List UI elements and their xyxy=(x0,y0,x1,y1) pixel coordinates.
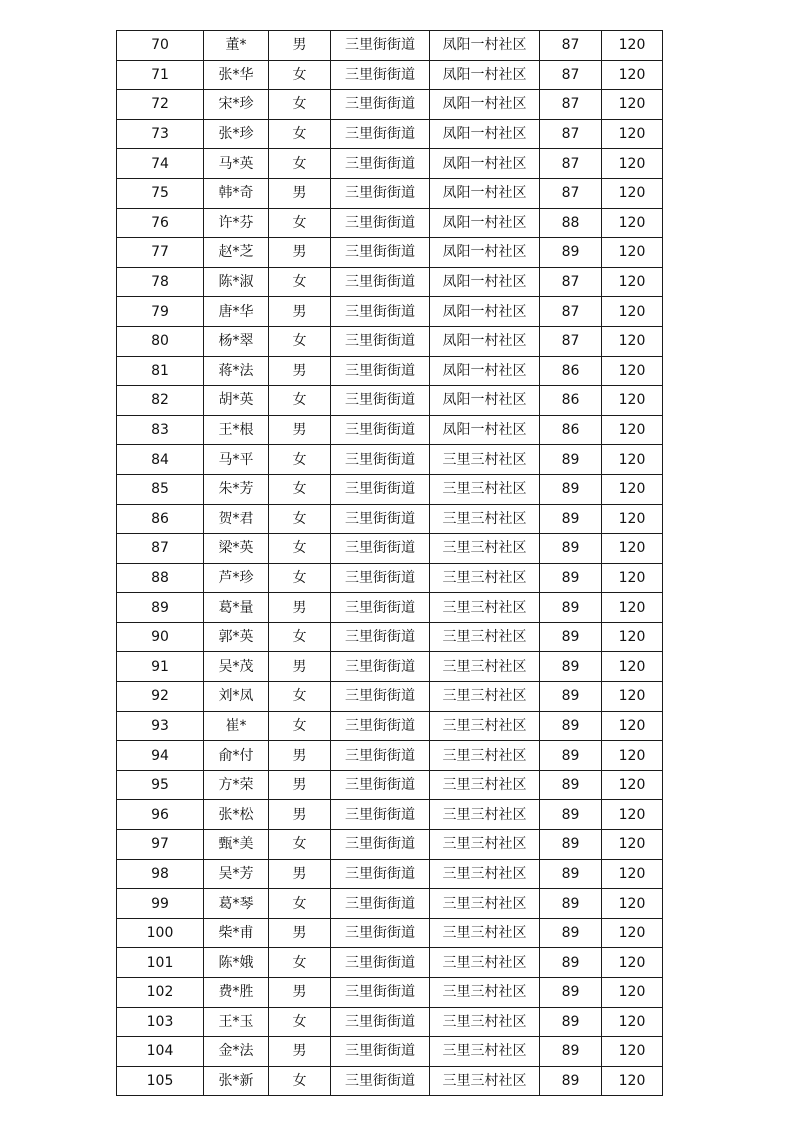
gender-cell: 男 xyxy=(269,178,331,208)
name-cell: 蒋*法 xyxy=(204,356,269,386)
table-row xyxy=(117,682,663,712)
community-cell: 三里三村社区 xyxy=(430,889,540,919)
row-number-cell: 93 xyxy=(117,711,204,741)
gender-cell: 女 xyxy=(269,563,331,593)
name-cell: 张*新 xyxy=(204,1066,269,1096)
community-cell: 三里三村社区 xyxy=(430,830,540,860)
amount-cell: 120 xyxy=(602,711,663,741)
row-number-cell: 90 xyxy=(117,622,204,652)
table-row xyxy=(117,563,663,593)
row-number-cell: 96 xyxy=(117,800,204,830)
amount-cell: 120 xyxy=(602,178,663,208)
community-cell: 三里三村社区 xyxy=(430,1037,540,1067)
table-row xyxy=(117,504,663,534)
age-cell: 89 xyxy=(540,534,602,564)
name-cell: 费*胜 xyxy=(204,978,269,1008)
street-cell: 三里街街道 xyxy=(331,415,430,445)
street-cell: 三里街街道 xyxy=(331,238,430,268)
community-cell: 三里三村社区 xyxy=(430,504,540,534)
street-cell: 三里街街道 xyxy=(331,1066,430,1096)
name-cell: 金*法 xyxy=(204,1037,269,1067)
street-cell: 三里街街道 xyxy=(331,978,430,1008)
amount-cell: 120 xyxy=(602,1007,663,1037)
street-cell: 三里街街道 xyxy=(331,652,430,682)
street-cell: 三里街街道 xyxy=(331,1037,430,1067)
age-cell: 89 xyxy=(540,1007,602,1037)
row-number-cell: 75 xyxy=(117,178,204,208)
community-cell: 三里三村社区 xyxy=(430,918,540,948)
street-cell: 三里街街道 xyxy=(331,711,430,741)
row-number-cell: 105 xyxy=(117,1066,204,1096)
amount-cell: 120 xyxy=(602,1066,663,1096)
gender-cell: 女 xyxy=(269,119,331,149)
community-cell: 凤阳一村社区 xyxy=(430,149,540,179)
name-cell: 许*芬 xyxy=(204,208,269,238)
gender-cell: 男 xyxy=(269,415,331,445)
community-cell: 凤阳一村社区 xyxy=(430,238,540,268)
name-cell: 张*松 xyxy=(204,800,269,830)
table-row xyxy=(117,770,663,800)
table-row xyxy=(117,978,663,1008)
community-cell: 三里三村社区 xyxy=(430,534,540,564)
age-cell: 89 xyxy=(540,504,602,534)
table-row xyxy=(117,593,663,623)
gender-cell: 女 xyxy=(269,326,331,356)
row-number-cell: 76 xyxy=(117,208,204,238)
row-number-cell: 79 xyxy=(117,297,204,327)
name-cell: 唐*华 xyxy=(204,297,269,327)
street-cell: 三里街街道 xyxy=(331,178,430,208)
street-cell: 三里街街道 xyxy=(331,208,430,238)
community-cell: 三里三村社区 xyxy=(430,978,540,1008)
street-cell: 三里街街道 xyxy=(331,622,430,652)
row-number-cell: 82 xyxy=(117,386,204,416)
community-cell: 凤阳一村社区 xyxy=(430,386,540,416)
gender-cell: 男 xyxy=(269,978,331,1008)
amount-cell: 120 xyxy=(602,1037,663,1067)
row-number-cell: 98 xyxy=(117,859,204,889)
name-cell: 梁*英 xyxy=(204,534,269,564)
gender-cell: 女 xyxy=(269,149,331,179)
gender-cell: 男 xyxy=(269,859,331,889)
street-cell: 三里街街道 xyxy=(331,297,430,327)
table-row xyxy=(117,208,663,238)
gender-cell: 女 xyxy=(269,534,331,564)
name-cell: 赵*芝 xyxy=(204,238,269,268)
community-cell: 凤阳一村社区 xyxy=(430,267,540,297)
gender-cell: 男 xyxy=(269,741,331,771)
row-number-cell: 99 xyxy=(117,889,204,919)
gender-cell: 男 xyxy=(269,918,331,948)
gender-cell: 女 xyxy=(269,889,331,919)
beneficiary-table xyxy=(116,30,663,1096)
table-row xyxy=(117,711,663,741)
name-cell: 王*玉 xyxy=(204,1007,269,1037)
age-cell: 89 xyxy=(540,652,602,682)
table-row xyxy=(117,474,663,504)
name-cell: 张*珍 xyxy=(204,119,269,149)
row-number-cell: 71 xyxy=(117,60,204,90)
name-cell: 崔* xyxy=(204,711,269,741)
table-row xyxy=(117,859,663,889)
community-cell: 凤阳一村社区 xyxy=(430,208,540,238)
name-cell: 朱*芳 xyxy=(204,474,269,504)
street-cell: 三里街街道 xyxy=(331,90,430,120)
age-cell: 87 xyxy=(540,31,602,61)
age-cell: 87 xyxy=(540,326,602,356)
name-cell: 韩*奇 xyxy=(204,178,269,208)
row-number-cell: 77 xyxy=(117,238,204,268)
amount-cell: 120 xyxy=(602,859,663,889)
gender-cell: 女 xyxy=(269,208,331,238)
amount-cell: 120 xyxy=(602,386,663,416)
amount-cell: 120 xyxy=(602,889,663,919)
street-cell: 三里街街道 xyxy=(331,119,430,149)
name-cell: 董* xyxy=(204,31,269,61)
street-cell: 三里街街道 xyxy=(331,60,430,90)
age-cell: 86 xyxy=(540,386,602,416)
gender-cell: 男 xyxy=(269,1037,331,1067)
community-cell: 三里三村社区 xyxy=(430,593,540,623)
street-cell: 三里街街道 xyxy=(331,682,430,712)
gender-cell: 男 xyxy=(269,770,331,800)
age-cell: 86 xyxy=(540,356,602,386)
table-row xyxy=(117,297,663,327)
row-number-cell: 72 xyxy=(117,90,204,120)
gender-cell: 男 xyxy=(269,800,331,830)
table-row xyxy=(117,267,663,297)
table-row xyxy=(117,445,663,475)
name-cell: 甄*美 xyxy=(204,830,269,860)
gender-cell: 女 xyxy=(269,60,331,90)
age-cell: 89 xyxy=(540,830,602,860)
row-number-cell: 74 xyxy=(117,149,204,179)
community-cell: 凤阳一村社区 xyxy=(430,60,540,90)
community-cell: 三里三村社区 xyxy=(430,622,540,652)
gender-cell: 男 xyxy=(269,297,331,327)
row-number-cell: 103 xyxy=(117,1007,204,1037)
age-cell: 87 xyxy=(540,90,602,120)
community-cell: 凤阳一村社区 xyxy=(430,326,540,356)
row-number-cell: 86 xyxy=(117,504,204,534)
table-row xyxy=(117,1066,663,1096)
amount-cell: 120 xyxy=(602,652,663,682)
street-cell: 三里街街道 xyxy=(331,563,430,593)
table-row xyxy=(117,1007,663,1037)
name-cell: 葛*琴 xyxy=(204,889,269,919)
amount-cell: 120 xyxy=(602,741,663,771)
age-cell: 89 xyxy=(540,593,602,623)
street-cell: 三里街街道 xyxy=(331,31,430,61)
amount-cell: 120 xyxy=(602,563,663,593)
street-cell: 三里街街道 xyxy=(331,149,430,179)
table-row xyxy=(117,741,663,771)
amount-cell: 120 xyxy=(602,31,663,61)
age-cell: 86 xyxy=(540,415,602,445)
street-cell: 三里街街道 xyxy=(331,356,430,386)
amount-cell: 120 xyxy=(602,60,663,90)
row-number-cell: 85 xyxy=(117,474,204,504)
table-row xyxy=(117,119,663,149)
street-cell: 三里街街道 xyxy=(331,445,430,475)
street-cell: 三里街街道 xyxy=(331,830,430,860)
street-cell: 三里街街道 xyxy=(331,918,430,948)
table-row xyxy=(117,149,663,179)
amount-cell: 120 xyxy=(602,267,663,297)
amount-cell: 120 xyxy=(602,770,663,800)
age-cell: 89 xyxy=(540,1037,602,1067)
street-cell: 三里街街道 xyxy=(331,593,430,623)
row-number-cell: 104 xyxy=(117,1037,204,1067)
community-cell: 凤阳一村社区 xyxy=(430,90,540,120)
name-cell: 芦*珍 xyxy=(204,563,269,593)
name-cell: 杨*翠 xyxy=(204,326,269,356)
table-row xyxy=(117,918,663,948)
row-number-cell: 81 xyxy=(117,356,204,386)
community-cell: 三里三村社区 xyxy=(430,1066,540,1096)
street-cell: 三里街街道 xyxy=(331,741,430,771)
community-cell: 凤阳一村社区 xyxy=(430,31,540,61)
community-cell: 凤阳一村社区 xyxy=(430,119,540,149)
gender-cell: 男 xyxy=(269,356,331,386)
age-cell: 89 xyxy=(540,770,602,800)
amount-cell: 120 xyxy=(602,149,663,179)
age-cell: 89 xyxy=(540,563,602,593)
gender-cell: 女 xyxy=(269,267,331,297)
community-cell: 三里三村社区 xyxy=(430,682,540,712)
table-row xyxy=(117,1037,663,1067)
gender-cell: 女 xyxy=(269,90,331,120)
street-cell: 三里街街道 xyxy=(331,800,430,830)
gender-cell: 男 xyxy=(269,593,331,623)
community-cell: 凤阳一村社区 xyxy=(430,297,540,327)
community-cell: 三里三村社区 xyxy=(430,652,540,682)
amount-cell: 120 xyxy=(602,90,663,120)
community-cell: 三里三村社区 xyxy=(430,445,540,475)
gender-cell: 女 xyxy=(269,386,331,416)
age-cell: 87 xyxy=(540,60,602,90)
street-cell: 三里街街道 xyxy=(331,504,430,534)
amount-cell: 120 xyxy=(602,356,663,386)
amount-cell: 120 xyxy=(602,534,663,564)
gender-cell: 女 xyxy=(269,830,331,860)
table-row xyxy=(117,178,663,208)
gender-cell: 女 xyxy=(269,504,331,534)
amount-cell: 120 xyxy=(602,474,663,504)
table-row xyxy=(117,652,663,682)
table-row xyxy=(117,90,663,120)
name-cell: 胡*英 xyxy=(204,386,269,416)
row-number-cell: 89 xyxy=(117,593,204,623)
age-cell: 89 xyxy=(540,800,602,830)
amount-cell: 120 xyxy=(602,978,663,1008)
age-cell: 89 xyxy=(540,445,602,475)
table-row xyxy=(117,622,663,652)
age-cell: 89 xyxy=(540,1066,602,1096)
community-cell: 凤阳一村社区 xyxy=(430,415,540,445)
amount-cell: 120 xyxy=(602,326,663,356)
street-cell: 三里街街道 xyxy=(331,1007,430,1037)
community-cell: 三里三村社区 xyxy=(430,1007,540,1037)
street-cell: 三里街街道 xyxy=(331,889,430,919)
row-number-cell: 95 xyxy=(117,770,204,800)
table-row xyxy=(117,31,663,61)
name-cell: 方*荣 xyxy=(204,770,269,800)
table-row xyxy=(117,60,663,90)
amount-cell: 120 xyxy=(602,504,663,534)
table-row xyxy=(117,800,663,830)
row-number-cell: 80 xyxy=(117,326,204,356)
row-number-cell: 83 xyxy=(117,415,204,445)
age-cell: 89 xyxy=(540,622,602,652)
gender-cell: 女 xyxy=(269,622,331,652)
age-cell: 87 xyxy=(540,267,602,297)
age-cell: 88 xyxy=(540,208,602,238)
amount-cell: 120 xyxy=(602,622,663,652)
name-cell: 王*根 xyxy=(204,415,269,445)
name-cell: 陈*淑 xyxy=(204,267,269,297)
name-cell: 马*英 xyxy=(204,149,269,179)
amount-cell: 120 xyxy=(602,208,663,238)
table-row xyxy=(117,415,663,445)
age-cell: 89 xyxy=(540,948,602,978)
community-cell: 三里三村社区 xyxy=(430,948,540,978)
gender-cell: 男 xyxy=(269,31,331,61)
row-number-cell: 73 xyxy=(117,119,204,149)
gender-cell: 女 xyxy=(269,711,331,741)
community-cell: 三里三村社区 xyxy=(430,859,540,889)
table-row xyxy=(117,386,663,416)
name-cell: 刘*凤 xyxy=(204,682,269,712)
age-cell: 89 xyxy=(540,682,602,712)
row-number-cell: 88 xyxy=(117,563,204,593)
name-cell: 宋*珍 xyxy=(204,90,269,120)
name-cell: 吴*茂 xyxy=(204,652,269,682)
gender-cell: 女 xyxy=(269,1007,331,1037)
table-row xyxy=(117,326,663,356)
street-cell: 三里街街道 xyxy=(331,326,430,356)
age-cell: 89 xyxy=(540,741,602,771)
table-row xyxy=(117,534,663,564)
amount-cell: 120 xyxy=(602,415,663,445)
community-cell: 三里三村社区 xyxy=(430,741,540,771)
row-number-cell: 92 xyxy=(117,682,204,712)
age-cell: 87 xyxy=(540,297,602,327)
row-number-cell: 101 xyxy=(117,948,204,978)
amount-cell: 120 xyxy=(602,445,663,475)
amount-cell: 120 xyxy=(602,800,663,830)
name-cell: 郭*英 xyxy=(204,622,269,652)
street-cell: 三里街街道 xyxy=(331,386,430,416)
community-cell: 凤阳一村社区 xyxy=(430,178,540,208)
gender-cell: 女 xyxy=(269,1066,331,1096)
age-cell: 89 xyxy=(540,238,602,268)
row-number-cell: 91 xyxy=(117,652,204,682)
community-cell: 三里三村社区 xyxy=(430,800,540,830)
table-row xyxy=(117,356,663,386)
age-cell: 89 xyxy=(540,859,602,889)
gender-cell: 男 xyxy=(269,652,331,682)
street-cell: 三里街街道 xyxy=(331,534,430,564)
gender-cell: 男 xyxy=(269,238,331,268)
name-cell: 吴*芳 xyxy=(204,859,269,889)
amount-cell: 120 xyxy=(602,593,663,623)
gender-cell: 女 xyxy=(269,445,331,475)
name-cell: 马*平 xyxy=(204,445,269,475)
table-row xyxy=(117,948,663,978)
street-cell: 三里街街道 xyxy=(331,859,430,889)
gender-cell: 女 xyxy=(269,948,331,978)
age-cell: 89 xyxy=(540,978,602,1008)
age-cell: 89 xyxy=(540,889,602,919)
row-number-cell: 94 xyxy=(117,741,204,771)
gender-cell: 女 xyxy=(269,682,331,712)
row-number-cell: 70 xyxy=(117,31,204,61)
community-cell: 凤阳一村社区 xyxy=(430,356,540,386)
community-cell: 三里三村社区 xyxy=(430,770,540,800)
name-cell: 柴*甫 xyxy=(204,918,269,948)
community-cell: 三里三村社区 xyxy=(430,474,540,504)
amount-cell: 120 xyxy=(602,948,663,978)
age-cell: 87 xyxy=(540,178,602,208)
row-number-cell: 97 xyxy=(117,830,204,860)
street-cell: 三里街街道 xyxy=(331,474,430,504)
name-cell: 贺*君 xyxy=(204,504,269,534)
amount-cell: 120 xyxy=(602,682,663,712)
amount-cell: 120 xyxy=(602,238,663,268)
age-cell: 89 xyxy=(540,474,602,504)
age-cell: 87 xyxy=(540,119,602,149)
name-cell: 葛*量 xyxy=(204,593,269,623)
street-cell: 三里街街道 xyxy=(331,948,430,978)
table-body xyxy=(117,31,663,1096)
age-cell: 89 xyxy=(540,711,602,741)
street-cell: 三里街街道 xyxy=(331,770,430,800)
table-row xyxy=(117,889,663,919)
community-cell: 三里三村社区 xyxy=(430,563,540,593)
row-number-cell: 100 xyxy=(117,918,204,948)
amount-cell: 120 xyxy=(602,119,663,149)
name-cell: 张*华 xyxy=(204,60,269,90)
age-cell: 87 xyxy=(540,149,602,179)
table-row xyxy=(117,238,663,268)
street-cell: 三里街街道 xyxy=(331,267,430,297)
row-number-cell: 102 xyxy=(117,978,204,1008)
name-cell: 陈*娥 xyxy=(204,948,269,978)
row-number-cell: 84 xyxy=(117,445,204,475)
community-cell: 三里三村社区 xyxy=(430,711,540,741)
amount-cell: 120 xyxy=(602,297,663,327)
name-cell: 俞*付 xyxy=(204,741,269,771)
amount-cell: 120 xyxy=(602,918,663,948)
row-number-cell: 78 xyxy=(117,267,204,297)
row-number-cell: 87 xyxy=(117,534,204,564)
amount-cell: 120 xyxy=(602,830,663,860)
table-row xyxy=(117,830,663,860)
age-cell: 89 xyxy=(540,918,602,948)
gender-cell: 女 xyxy=(269,474,331,504)
